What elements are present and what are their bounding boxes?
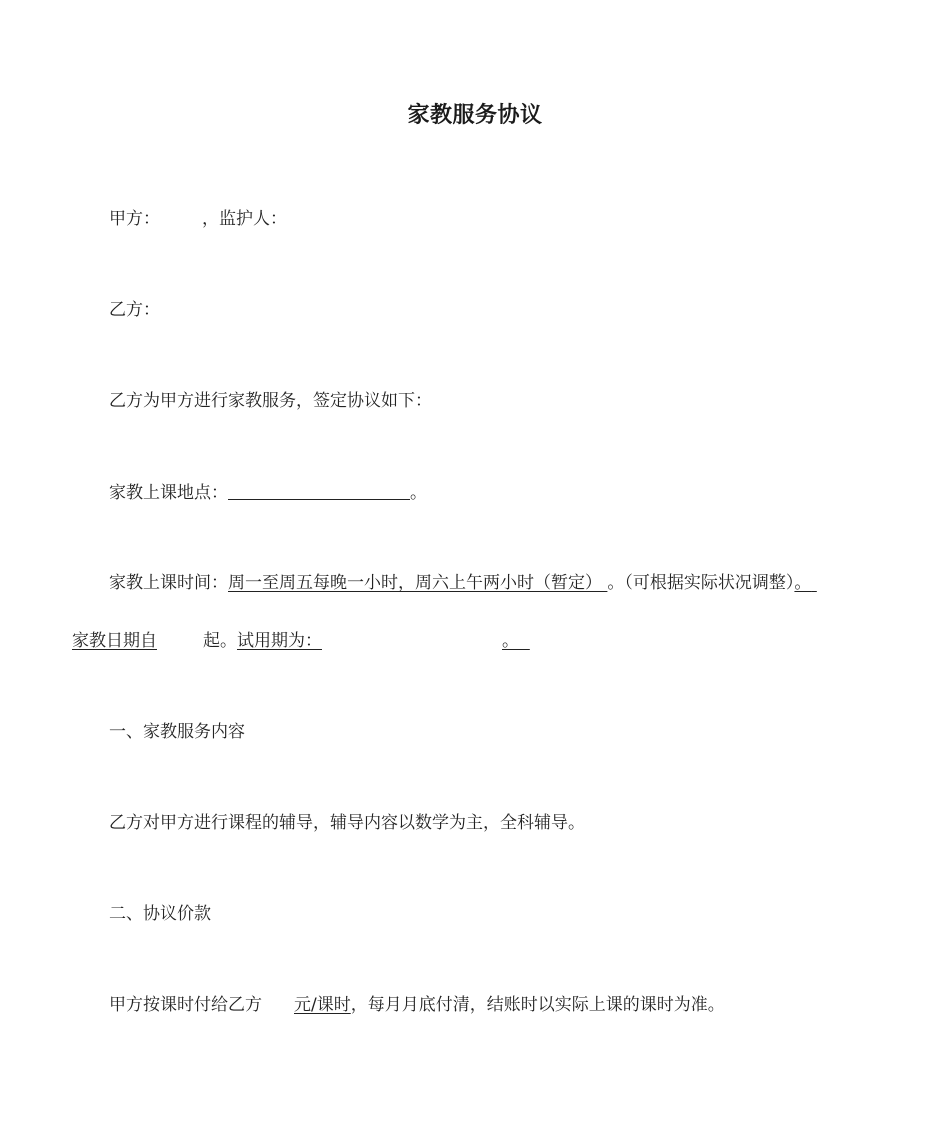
start-date-suffix: 起。 (203, 631, 237, 651)
schedule-note: （可根据实际状况调整） (624, 573, 795, 593)
schedule-label: 家教上课时间： (109, 573, 228, 593)
start-date-line (72, 630, 530, 652)
payment-suffix: ，每月月底付清，结账时以实际上课的课时为准。 (350, 995, 725, 1015)
section-1-body: 乙方对甲方进行课程的辅导，辅导内容以数学为主，全科辅导。 (109, 813, 585, 833)
guardian-label: ，监护人： (202, 209, 287, 229)
payment-prefix: 甲方按课时付给乙方 (109, 995, 262, 1015)
location-end: 。 (410, 483, 427, 503)
schedule-note-end: 。 (794, 573, 812, 593)
location-line (109, 481, 427, 504)
party-a-line (109, 208, 287, 230)
location-blank (228, 481, 410, 500)
schedule-period: 。 (607, 573, 625, 593)
schedule-value: 周一至周五每晚一小时，周六上午两小时（暂定） (228, 573, 602, 593)
party-a-label: 甲方： (109, 209, 160, 229)
section-1-heading: 一、家教服务内容 (109, 722, 245, 742)
section-2-heading: 二、协议价款 (109, 904, 211, 924)
party-b-label: 乙方： (109, 300, 160, 320)
schedule-line (109, 572, 817, 594)
payment-rate: 元/课时 (294, 995, 351, 1015)
start-date-label: 家教日期自 (72, 631, 157, 651)
document-title: 家教服务协议 (407, 103, 543, 128)
intro-paragraph: 乙方为甲方进行家教服务，签定协议如下： (109, 391, 432, 411)
trial-period: 试用期为： 。 (237, 631, 519, 651)
section-2-body (109, 994, 725, 1016)
location-label: 家教上课地点： (109, 483, 228, 503)
party-b-line (109, 299, 160, 321)
